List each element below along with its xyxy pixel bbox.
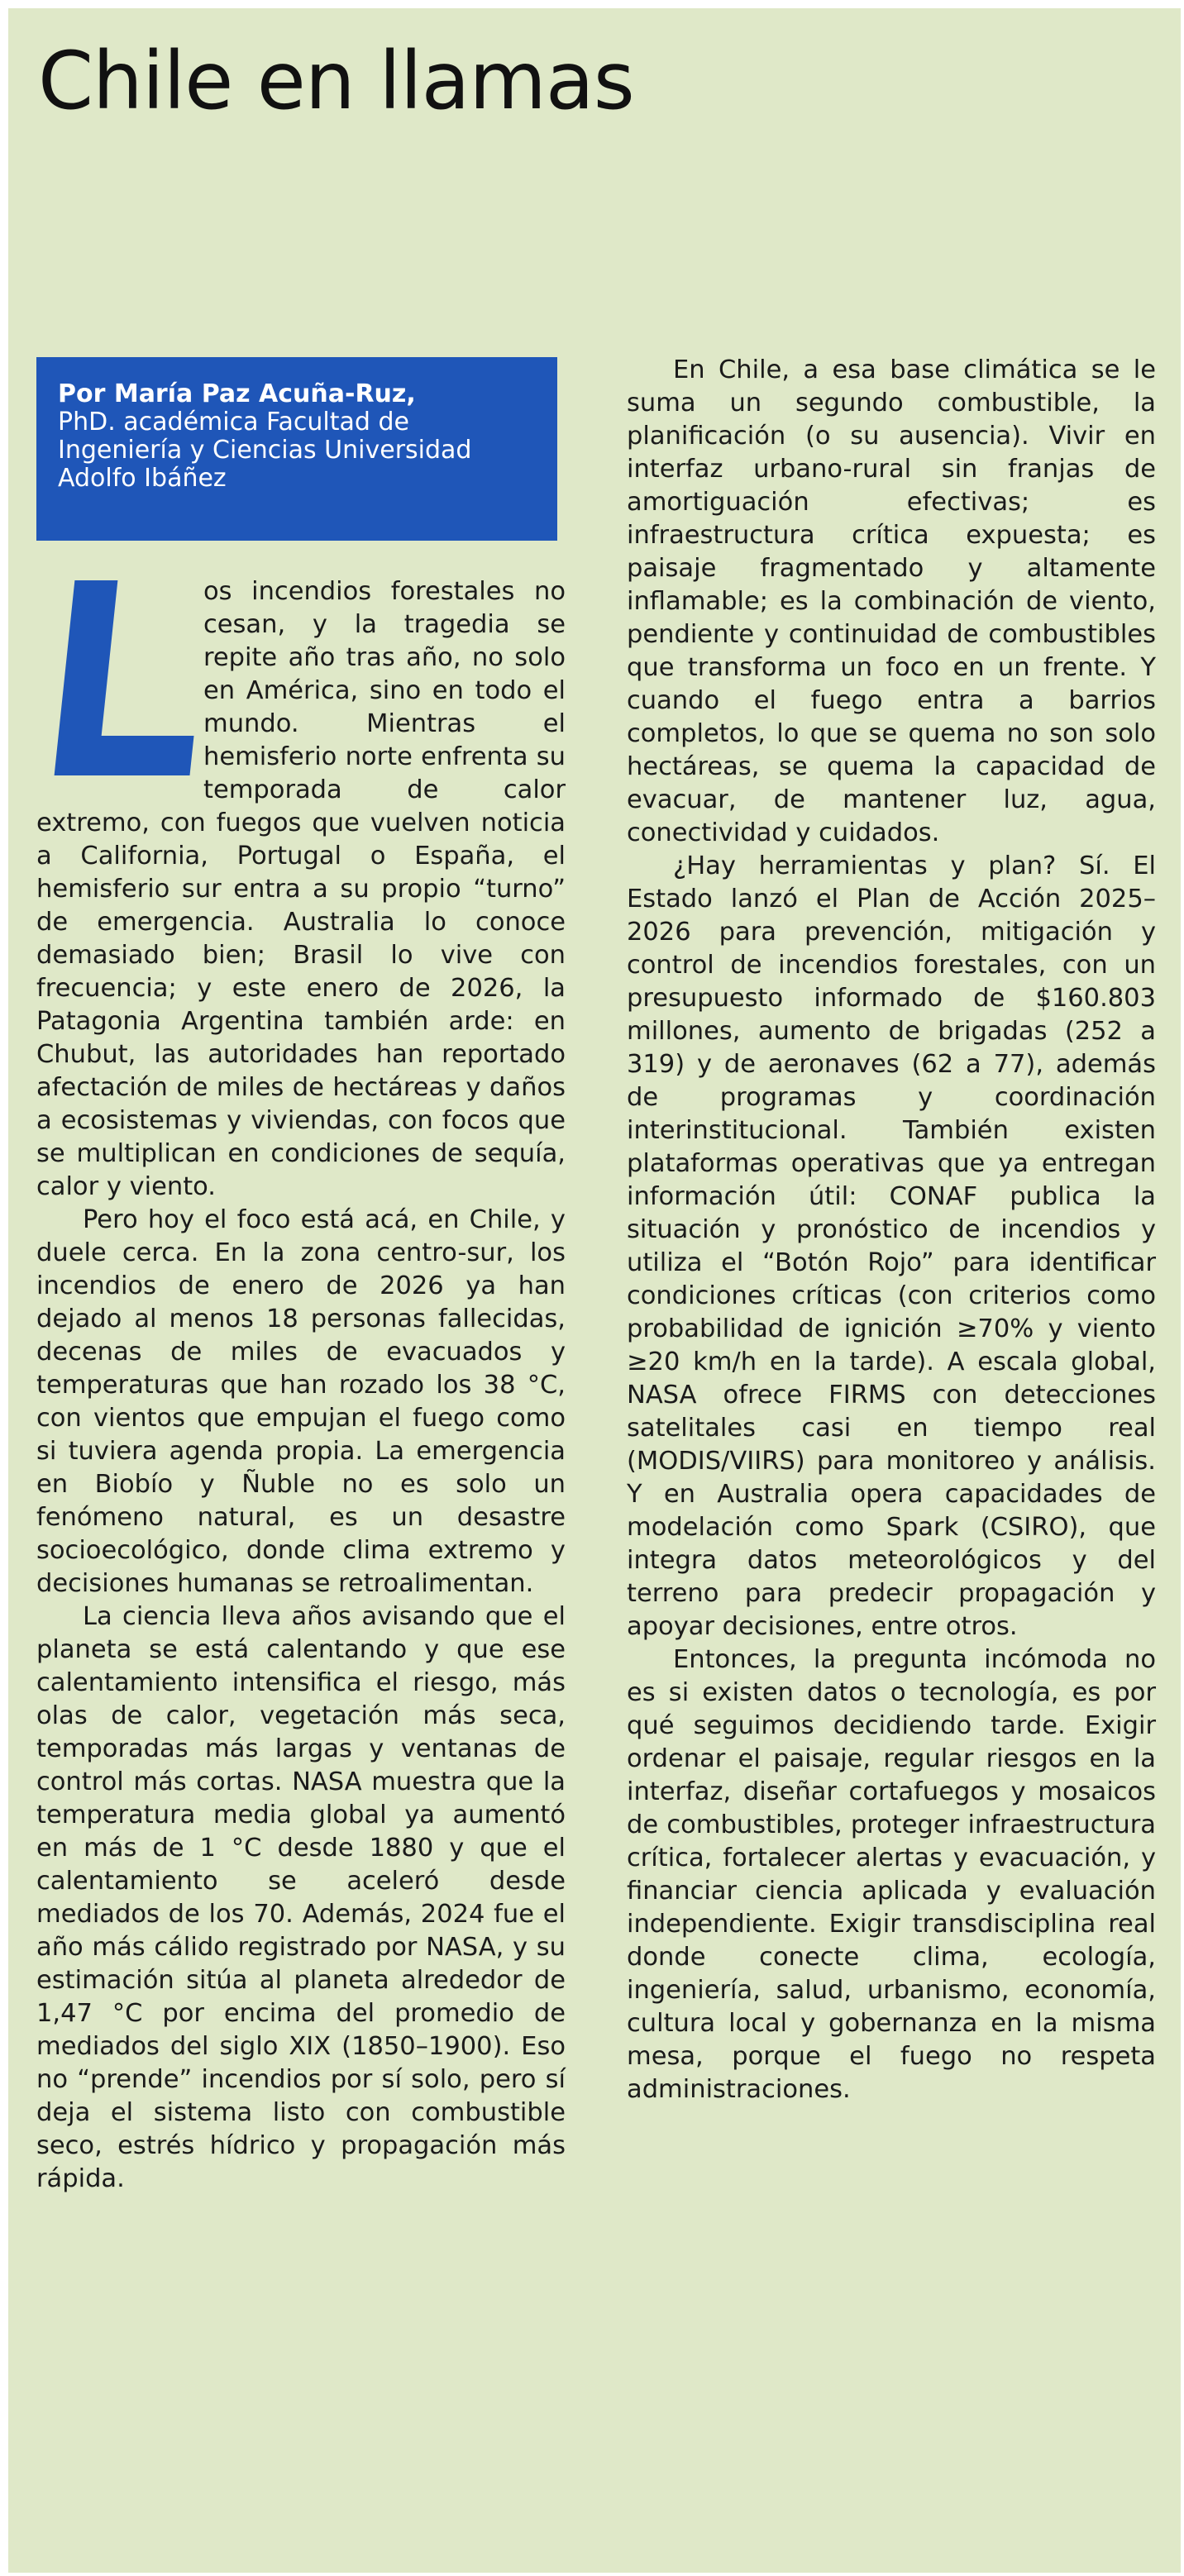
drop-cap-letter bbox=[36, 580, 198, 775]
author-affiliation: PhD. académica Facultad de Ingeniería y Ciencias Universidad Adolfo Ibáñez bbox=[58, 408, 472, 493]
paragraph: os incendios forestales no cesan, y la tragedia se repite año tras año, no solo en América, sino en todo el mundo. Mientras el hemisferio norte enfrenta su temporada de calor extremo, con fuegos que vuelven noticia a California, Portugal o España, el hemisferio sur entra a su propio “turno” de emergencia. Australia lo conoce demasiado bien; Brasil lo vive con frecuencia; y este enero de 2026, la Patagonia Argentina también arde: en Chubut, las autoridades han reportado afectación de miles de hectáreas y daños a ecosistemas y viviendas, con focos que se multiplican en condiciones de sequía, calor y viento. bbox=[36, 577, 566, 1201]
left-column bbox=[36, 575, 566, 2196]
article-title: Chile en llamas bbox=[38, 35, 634, 127]
paragraph: Entonces, la pregunta incómoda no es si existen datos o tecnología, es por qué seguimos decidiendo tarde. Exigir ordenar el paisaje, regular riesgos en la interfaz, diseñar cortafuegos y mosaicos de combustibles, proteger infraestructura crítica, fortalecer alertas y evacuación, y financiar ciencia aplicada y evaluación independiente. Exigir transdisciplina real donde conecte clima, ecología, ingeniería, salud, urbanismo, economía, cultura local y gobernanza en la misma mesa, porque el fuego no respeta administraciones. bbox=[627, 1645, 1156, 2104]
article-page bbox=[8, 8, 1181, 2573]
right-column bbox=[627, 354, 1156, 2106]
paragraph: ¿Hay herramientas y plan? Sí. El Estado lanzó el Plan de Acción 2025–2026 para prevención, mitigación y control de incendios forestales, con un presupuesto informado de $160.803 millones, aumento de brigadas (252 a 319) y de aeronaves (62 a 77), además de programas y coordinación interinstitucional. También existen plataformas operativas que ya entregan información útil: CONAF publica la situación y pronóstico de incendios y utiliza el “Botón Rojo” para identificar condiciones críticas (con criterios como probabilidad de ignición ≥70% y viento ≥20 km/h en la tarde). A escala global, NASA ofrece FIRMS con detecciones satelitales casi en tiempo real (MODIS/VIIRS) para monitoreo y análisis. Y en Australia opera capacidades de modelación como Spark (CSIRO), que integra datos meteorológicos y del terreno para predecir propagación y apoyar decisiones, entre otros. bbox=[627, 852, 1156, 1641]
byline-box bbox=[36, 357, 557, 541]
paragraph: Pero hoy el foco está acá, en Chile, y duele cerca. En la zona centro-sur, los incendios de enero de 2026 ya han dejado al menos 18 personas fallecidas, decenas de miles de evacuados y temperaturas que han rozado los 38 °C, con vientos que empujan el fuego como si tuviera agenda propia. La emergencia en Biobío y Ñuble no es solo un fenómeno natural, es un desastre socioecológico, donde clima extremo y decisiones humanas se retroalimentan. bbox=[36, 1205, 566, 1598]
paragraph: En Chile, a esa base climática se le suma un segundo combustible, la planificación (o su ausencia). Vivir en interfaz urbano-rural sin franjas de amortiguación efectivas; es infraestructura crítica expuesta; es paisaje fragmentado y altamente inflamable; es la combinación de viento, pendiente y continuidad de combustibles que transforma un foco en un frente. Y cuando el fuego entra a barrios completos, lo que se quema no son solo hectáreas, se quema la capacidad de evacuar, de mantener luz, agua, conectividad y cuidados. bbox=[627, 355, 1156, 847]
drop-cap-foot bbox=[57, 736, 193, 775]
paragraph: La ciencia lleva años avisando que el planeta se está calentando y que ese calentamiento intensifica el riesgo, más olas de calor, vegetación más seca, temporadas más largas y ventanas de control más cortas. NASA muestra que la temperatura media global ya aumentó en más de 1 °C desde 1880 y que el calentamiento se aceleró desde mediados de los 70. Además, 2024 fue el año más cálido registrado por NASA, y su estimación sitúa al planeta alrededor de 1,47 °C por encima del promedio de mediados del siglo XIX (1850–1900). Eso no “prende” incendios por sí solo, pero sí deja el sistema listo con combustible seco, estrés hídrico y propagación más rápida. bbox=[36, 1602, 566, 2193]
author-name: Por María Paz Acuña-Ruz, bbox=[58, 379, 416, 408]
